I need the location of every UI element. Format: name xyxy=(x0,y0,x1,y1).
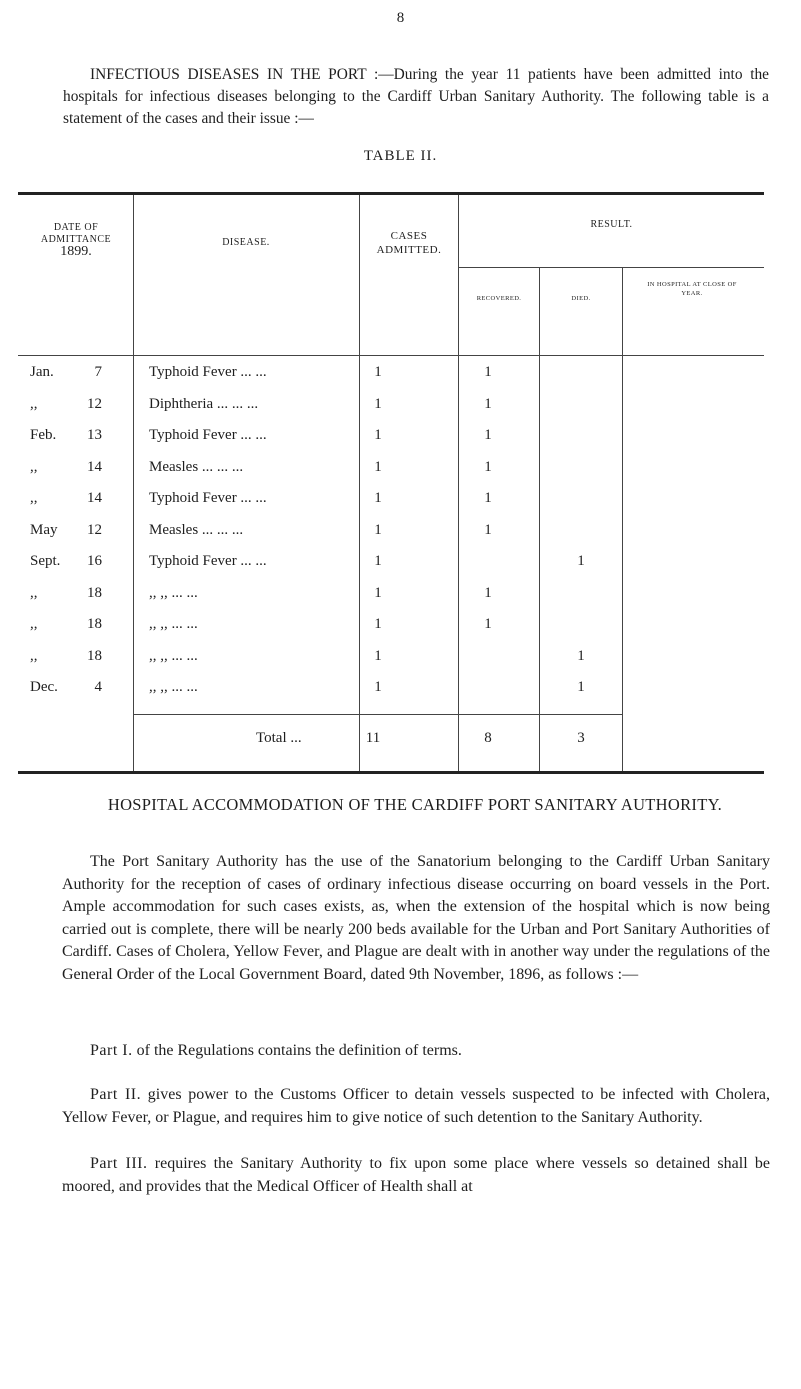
row-day: 18 xyxy=(87,616,102,632)
row-day: 18 xyxy=(87,584,102,601)
row-day: 14 xyxy=(87,458,102,475)
header-result: RESULT. xyxy=(590,219,633,230)
header-disease: DISEASE. xyxy=(222,237,270,248)
row-disease: ,, ,, ... ... xyxy=(149,647,198,664)
table-title: TABLE II. xyxy=(363,148,438,164)
row-day: 4 xyxy=(94,679,102,695)
row-disease: Measles ... ... ... xyxy=(149,521,244,538)
cases-table xyxy=(18,192,764,774)
header-date-label: DATE OF ADMITTANCE xyxy=(40,222,112,245)
row-month: ,, xyxy=(30,458,38,475)
header-year: 1899. xyxy=(60,244,92,259)
row-month: ,, xyxy=(30,395,38,412)
total-died: 3 xyxy=(577,730,585,746)
row-month: Feb. xyxy=(30,427,57,443)
row-day: 16 xyxy=(87,553,102,569)
paragraph-part-3 xyxy=(62,1153,770,1198)
result-subheader-line xyxy=(459,267,764,268)
row-disease: Typhoid Fever ... ... xyxy=(149,553,267,569)
row-cases: 1 xyxy=(374,521,382,538)
part-1-label: Part I. xyxy=(90,1042,133,1059)
part-2-text: gives power to the Customs Officer to detain vessels suspected to be infected with Cholera, Yellow Fever, or Plague, and requires him to give notice of such detention to the Sanitary Authority. xyxy=(62,1086,771,1126)
row-disease: Typhoid Fever ... ... xyxy=(149,364,267,380)
row-cases: 1 xyxy=(374,490,382,506)
paragraph-part-2 xyxy=(62,1084,770,1129)
part-3-label: Part III. xyxy=(90,1155,148,1172)
row-cases: 1 xyxy=(374,679,382,695)
row-month: ,, xyxy=(30,490,38,506)
row-recovered: 1 xyxy=(484,521,492,538)
header-date xyxy=(22,222,130,258)
header-recovered: RECOVERED. xyxy=(476,295,522,302)
row-recovered: 1 xyxy=(484,490,492,506)
row-died: 1 xyxy=(577,679,585,695)
row-recovered: 1 xyxy=(484,584,492,601)
row-month: ,, xyxy=(30,647,38,664)
header-in-hospital: IN HOSPITAL AT CLOSE OF YEAR. xyxy=(647,281,737,297)
section-heading: HOSPITAL ACCOMMODATION OF THE CARDIFF PORT SANITARY AUTHORITY. xyxy=(107,795,723,814)
row-month: Dec. xyxy=(30,679,58,695)
row-recovered: 1 xyxy=(484,427,492,443)
row-month: May xyxy=(30,521,58,538)
row-month: Jan. xyxy=(30,364,54,380)
paragraph-sanatorium: The Port Sanitary Authority has the use of the Sanatorium belonging to the Cardiff Urban Sanitary Authority for the reception of cases of ordinary infectious disease occurring on board vessels in the Port. Ample accommodation for such cases exists, as, when the extension of the hospital which is now being carried out is complete, there will be nearly 200 beds available for the Urban and Port Sanitary Authorities of Cardiff. Cases of Cholera, Yellow Fever, and Plague are dealt with in another way under the regulations of the General Order of the Local Government Board, dated 9th November, 1896, as follows :— xyxy=(62,853,770,983)
table-top-rule xyxy=(18,192,764,195)
table-bottom-rule xyxy=(18,771,764,774)
row-month: ,, xyxy=(30,584,38,601)
row-day: 7 xyxy=(94,364,102,380)
row-day: 12 xyxy=(87,521,102,538)
row-cases: 1 xyxy=(374,584,382,601)
row-disease: ,, ,, ... ... xyxy=(149,584,198,601)
row-day: 14 xyxy=(87,490,102,506)
row-month: ,, xyxy=(30,616,38,632)
header-bottom-line xyxy=(18,355,764,356)
part-1-text: of the Regulations contains the definition of terms. xyxy=(136,1042,462,1059)
total-label: Total ... xyxy=(256,730,302,746)
row-cases: 1 xyxy=(374,553,382,569)
row-recovered: 1 xyxy=(484,395,492,412)
part-3-text: requires the Sanitary Authority to fix upon some place where vessels so detained shall be moored, and provides that the Medical Officer of Health shall at xyxy=(62,1155,770,1195)
row-cases: 1 xyxy=(374,647,382,664)
row-recovered: 1 xyxy=(484,616,492,632)
row-cases: 1 xyxy=(374,364,382,380)
header-cases: CASES ADMITTED. xyxy=(376,230,442,256)
row-day: 18 xyxy=(87,647,102,664)
row-disease: ,, ,, ... ... xyxy=(149,679,198,695)
row-disease: Diphtheria ... ... ... xyxy=(149,395,259,412)
row-disease: ,, ,, ... ... xyxy=(149,616,198,632)
page-number: 8 xyxy=(396,10,405,26)
row-day: 12 xyxy=(87,395,102,412)
row-recovered: 1 xyxy=(484,458,492,475)
row-died: 1 xyxy=(577,553,585,569)
paragraph-part-1 xyxy=(62,1040,770,1063)
header-died: DIED. xyxy=(571,295,591,302)
row-died: 1 xyxy=(577,647,585,664)
row-day: 13 xyxy=(87,427,102,443)
row-recovered: 1 xyxy=(484,364,492,380)
row-cases: 1 xyxy=(374,427,382,443)
intro-paragraph: INFECTIOUS DISEASES IN THE PORT :—During the year 11 patients have been admitted into the hospitals for infectious diseases belonging to the Cardiff Urban Sanitary Authority. The following table is a statement of the cases and their issue :— xyxy=(63,66,769,127)
row-month: Sept. xyxy=(30,553,61,569)
row-cases: 1 xyxy=(374,616,382,632)
total-cases: 11 xyxy=(365,730,381,746)
total-recovered: 8 xyxy=(484,730,492,746)
row-disease: Measles ... ... ... xyxy=(149,458,244,475)
row-disease: Typhoid Fever ... ... xyxy=(149,490,267,506)
row-cases: 1 xyxy=(374,395,382,412)
part-2-label: Part II. xyxy=(90,1086,142,1103)
row-cases: 1 xyxy=(374,458,382,475)
row-disease: Typhoid Fever ... ... xyxy=(149,427,267,443)
table-row xyxy=(18,679,764,715)
